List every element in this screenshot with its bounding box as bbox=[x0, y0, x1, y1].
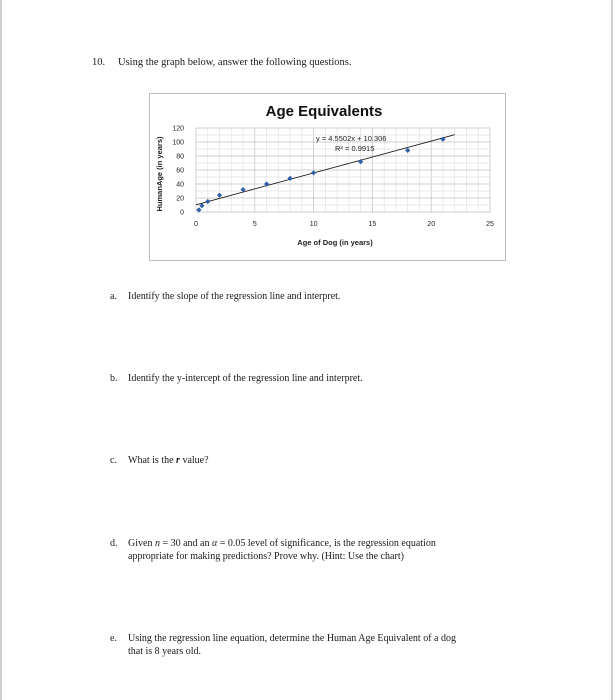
part-d-text-1: Given bbox=[128, 538, 155, 549]
y-tick-label: 80 bbox=[176, 153, 184, 161]
r-squared-label: R² = 0.9915 bbox=[335, 144, 375, 153]
alpha-symbol: α bbox=[211, 538, 218, 549]
y-tick-label: 20 bbox=[176, 195, 184, 203]
part-c bbox=[110, 454, 209, 467]
part-d-line-2: appropriate for making predictions? Prove why. (Hint: Use the chart) bbox=[128, 551, 404, 562]
part-c-text-before: What is the bbox=[128, 455, 177, 466]
trendline-equation: y = 4.5502x + 10.306 bbox=[316, 134, 387, 143]
part-d-text-2: = 30 and an bbox=[159, 538, 212, 549]
r-symbol: r bbox=[176, 455, 180, 466]
y-axis-label: HumanAge (in years) bbox=[155, 136, 164, 212]
x-tick-label: 10 bbox=[309, 221, 318, 228]
x-tick-label: 0 bbox=[194, 221, 198, 228]
part-c-letter: c. bbox=[110, 455, 117, 466]
question-number: 10. bbox=[92, 57, 106, 68]
part-b-text: Identify the y-intercept of the regression line and interpret. bbox=[128, 373, 363, 384]
y-tick-label: 0 bbox=[180, 209, 184, 217]
part-d-letter: d. bbox=[110, 538, 118, 549]
age-equivalents-chart bbox=[150, 94, 505, 260]
y-tick-label: 60 bbox=[176, 167, 184, 175]
data-points bbox=[196, 137, 445, 213]
part-a-text: Identify the slope of the regression line and interpret. bbox=[128, 291, 341, 302]
part-d-text-3: = 0.05 level of significance, is the regression equation bbox=[217, 538, 436, 549]
chart-container bbox=[149, 93, 506, 261]
part-c-text-after: value? bbox=[179, 455, 209, 466]
part-e bbox=[110, 632, 456, 658]
question-text: Using the graph below, answer the following questions. bbox=[118, 57, 352, 68]
data-point bbox=[405, 148, 410, 153]
x-tick-label: 25 bbox=[486, 221, 494, 228]
part-d bbox=[110, 537, 436, 563]
x-axis-label: Age of Dog (in years) bbox=[297, 238, 373, 247]
part-e-letter: e. bbox=[110, 633, 117, 644]
question-heading bbox=[92, 57, 352, 68]
x-tick-label: 5 bbox=[252, 221, 257, 228]
data-point bbox=[205, 199, 210, 204]
y-tick-label: 40 bbox=[176, 181, 184, 189]
y-tick-label: 100 bbox=[172, 139, 184, 147]
n-symbol: n bbox=[154, 538, 160, 549]
part-e-line-1: Using the regression line equation, determine the Human Age Equivalent of a dog bbox=[128, 633, 456, 644]
chart-title: Age Equivalents bbox=[265, 103, 383, 120]
part-a bbox=[110, 290, 340, 303]
y-tick-label: 120 bbox=[172, 125, 184, 133]
part-a-letter: a. bbox=[110, 291, 117, 302]
data-point bbox=[217, 193, 222, 198]
page-border-left bbox=[0, 0, 2, 700]
data-point bbox=[311, 170, 316, 175]
part-b-letter: b. bbox=[110, 373, 118, 384]
x-tick-label: 15 bbox=[368, 221, 377, 228]
part-e-line-2: that is 8 years old. bbox=[128, 646, 202, 657]
x-tick-label: 20 bbox=[427, 221, 436, 228]
part-b bbox=[110, 372, 363, 385]
